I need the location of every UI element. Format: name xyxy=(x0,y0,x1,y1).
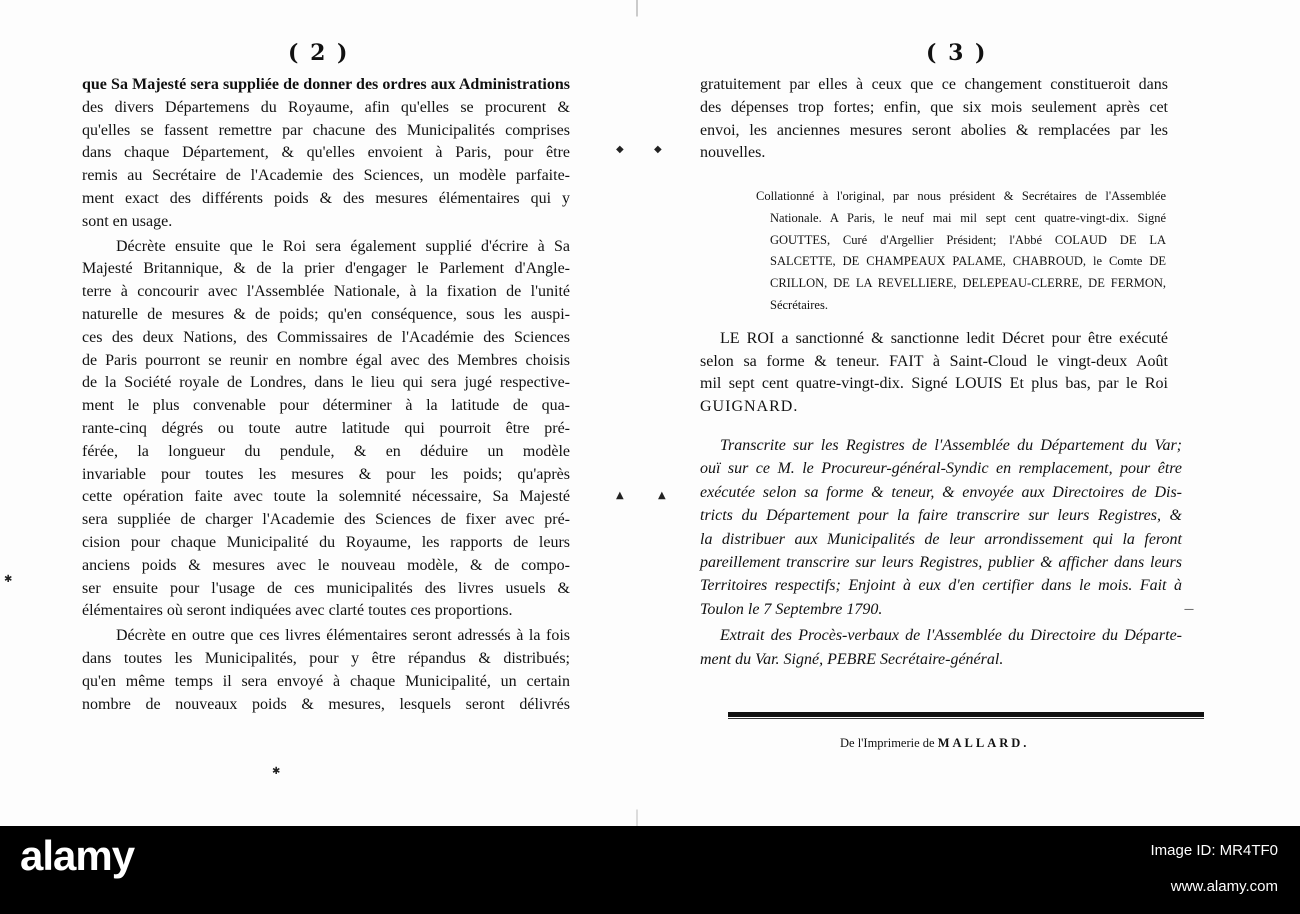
image-id-label: Image ID: MR4TF0 xyxy=(1150,842,1278,859)
ink-speck: ▲ xyxy=(616,490,624,501)
text-line: Toulon le 7 Septembre 1790. xyxy=(700,600,883,618)
left-paragraph-3 xyxy=(82,625,570,716)
text-line: de Paris pourront se reunir en nombre égal avec des Membres choisis xyxy=(82,351,570,369)
text-line: nombre de nouveaux poids & mesures, lesquels seront délivrés xyxy=(82,695,570,713)
text-line: CRILLON, DE LA REVELLIERE, DELEPEAU-CLERRE, DE FERMON, xyxy=(770,276,1166,291)
text-line: Sécrétaires. xyxy=(770,297,828,312)
page-number-right: ( 3 ) xyxy=(926,40,988,66)
text-line: qu'en même temps il sera envoyé à chaque Municipalité, un certain xyxy=(82,672,570,690)
text-line: ment du Var. Signé, PEBRE Secrétaire-général. xyxy=(700,650,1004,668)
text-line: selon sa forme & teneur. FAIT à Saint-Cloud le vingt-deux Août xyxy=(700,352,1168,370)
text-line: SALCETTE, DE CHAMPEAUX PALAME, CHABROUD, le Comte DE xyxy=(770,254,1166,269)
text-line: tricts du Département pour la faire transcrire sur leurs Registres, & xyxy=(700,507,1182,525)
text-line: que Sa Majesté sera suppliée de donner des ordres aux Administrations xyxy=(82,76,570,93)
printer-imprint xyxy=(840,736,1140,751)
transcription-block xyxy=(700,434,1182,671)
text-line: de la Société royale de Londres, dans le lieu qui sera jugé respective- xyxy=(82,374,570,392)
text-line: LE ROI a sanctionné & sanctionne ledit Décret pour être exécuté xyxy=(720,330,1168,347)
text-line: Majesté Britannique, & de la prier d'engager le Parlement d'Angle- xyxy=(82,260,570,278)
text-line: Collationné à l'original, par nous président & Secrétaires de l'Assemblée xyxy=(756,189,1166,203)
text-line: mil sept cent quatre-vingt-dix. Signé LOUIS Et plus bas, par le Roi xyxy=(700,375,1168,392)
text-line: Nationale. A Paris, le neuf mai mil sept cent quatre-vingt-dix. Signé xyxy=(770,210,1166,225)
ink-speck: ◆ xyxy=(654,144,662,155)
brand-logo: alamy xyxy=(20,832,135,879)
text-line: nouvelles. xyxy=(700,144,766,162)
text-line: Territoires respectifs; Enjoint à eux d'en certifier dans le mois. Fait à xyxy=(700,577,1182,595)
text-line: GUIGNARD. xyxy=(700,397,799,415)
text-line: élémentaires où seront indiquées avec clarté toutes ces proportions. xyxy=(82,602,513,620)
text-line: Décrète en outre que ces livres élémentaires seront adressés à la fois xyxy=(116,627,570,645)
text-line: naturelle de mesures & de poids; qu'en conséquence, sous les auspi- xyxy=(82,305,570,323)
text-line: Transcrite sur les Registres de l'Assemblée du Département du Var; xyxy=(720,437,1182,454)
page-number-left: ( 2 ) xyxy=(288,40,350,66)
text-line: dans chaque Département, & qu'elles envoient à Paris, pour être xyxy=(82,144,570,162)
left-page-body xyxy=(82,74,570,716)
ink-speck: ✱ xyxy=(4,574,13,585)
text-line: gratuitement par elles à ceux que ce changement constitueroit dans xyxy=(700,76,1168,93)
imprint-printer-name: MALLARD. xyxy=(937,736,1030,750)
imprint-prefix: De l'Imprimerie de xyxy=(840,736,935,750)
site-url: www.alamy.com xyxy=(1170,878,1278,895)
left-page xyxy=(0,0,636,826)
text-line: rante-cinq dégrés ou toute autre latitude qui pourroit être pré- xyxy=(82,419,570,437)
right-paragraph-1 xyxy=(700,74,1168,165)
text-line: sont en usage. xyxy=(82,212,173,230)
text-line: ouï sur ce M. le Procureur-général-Syndic en remplacement, pour être xyxy=(700,460,1182,478)
royal-sanction xyxy=(700,328,1168,418)
text-line: des divers Départemens du Royaume, afin qu'elles se procurent & xyxy=(82,98,570,116)
ink-speck: ▲ xyxy=(658,490,666,501)
text-line: Décrète ensuite que le Roi sera également supplié d'écrire à Sa xyxy=(116,237,570,255)
text-line: la distribuer aux Municipalités de leur arrondissement qui la feront xyxy=(700,530,1182,548)
left-paragraph-2 xyxy=(82,236,570,624)
text-line: exécutée selon sa forme & teneur, & envoyée aux Directoires de Dis- xyxy=(700,483,1182,501)
right-page xyxy=(636,0,1300,826)
text-line: férée, la longueur du pendule, & en déduire un modèle xyxy=(82,442,570,460)
text-line: GOUTTES, Curé d'Argellier Président; l'Abbé COLAUD DE LA xyxy=(770,232,1166,247)
text-line: cision pour chaque Municipalité du Royaume, les rapports de leurs xyxy=(82,533,570,551)
text-line: ment le plus convenable pour déterminer à la latitude de qua- xyxy=(82,397,570,415)
text-line: dans toutes les Municipalités, pour y être répandus & distribués; xyxy=(82,649,570,667)
text-line: ces des deux Nations, des Commissaires de l'Académie des Sciences xyxy=(82,328,570,346)
left-paragraph-1 xyxy=(82,74,570,234)
text-line: envoi, les anciennes mesures seront abolies & remplacées par les xyxy=(700,121,1168,139)
text-line: cette opération faite avec toute la solemnité nécessaire, Sa Majesté xyxy=(82,488,570,506)
text-line: remis au Secrétaire de l'Academie des Sciences, un modèle parfaite- xyxy=(82,167,570,185)
text-line: des dépenses trop fortes; enfin, que six mois seulement après cet xyxy=(700,98,1168,116)
stock-footer xyxy=(0,826,1300,914)
text-line: anciens poids & mesures avec le nouveau modèle, & de compo- xyxy=(82,556,570,574)
text-line: ser ensuite pour l'usage de ces municipalités des livres usuels & xyxy=(82,579,570,597)
text-line: qu'elles se fassent remettre par chacune des Municipalités comprises xyxy=(82,121,570,139)
text-line: sera suppliée de charger l'Academie des Sciences de fixer avec pré- xyxy=(82,511,570,529)
text-line: terre à concourir avec l'Assemblée Nationale, à la fixation de l'unité xyxy=(82,283,570,301)
text-line: Extrait des Procès-verbaux de l'Assemblée du Directoire du Départe- xyxy=(720,627,1182,645)
printer-rule xyxy=(728,712,1204,717)
collation-block xyxy=(756,186,1166,317)
text-line: invariable pour toutes les mesures & pour les poids; qu'après xyxy=(82,465,570,483)
ink-speck: — xyxy=(1184,604,1194,615)
ink-speck: ✱ xyxy=(272,766,281,777)
ink-speck: ◆ xyxy=(616,144,624,155)
text-line: ment exact des différents poids & des mesures élémentaires qui y xyxy=(82,189,570,207)
text-line: pareillement transcrire sur leurs Registres, publier & afficher dans leurs xyxy=(700,554,1182,572)
